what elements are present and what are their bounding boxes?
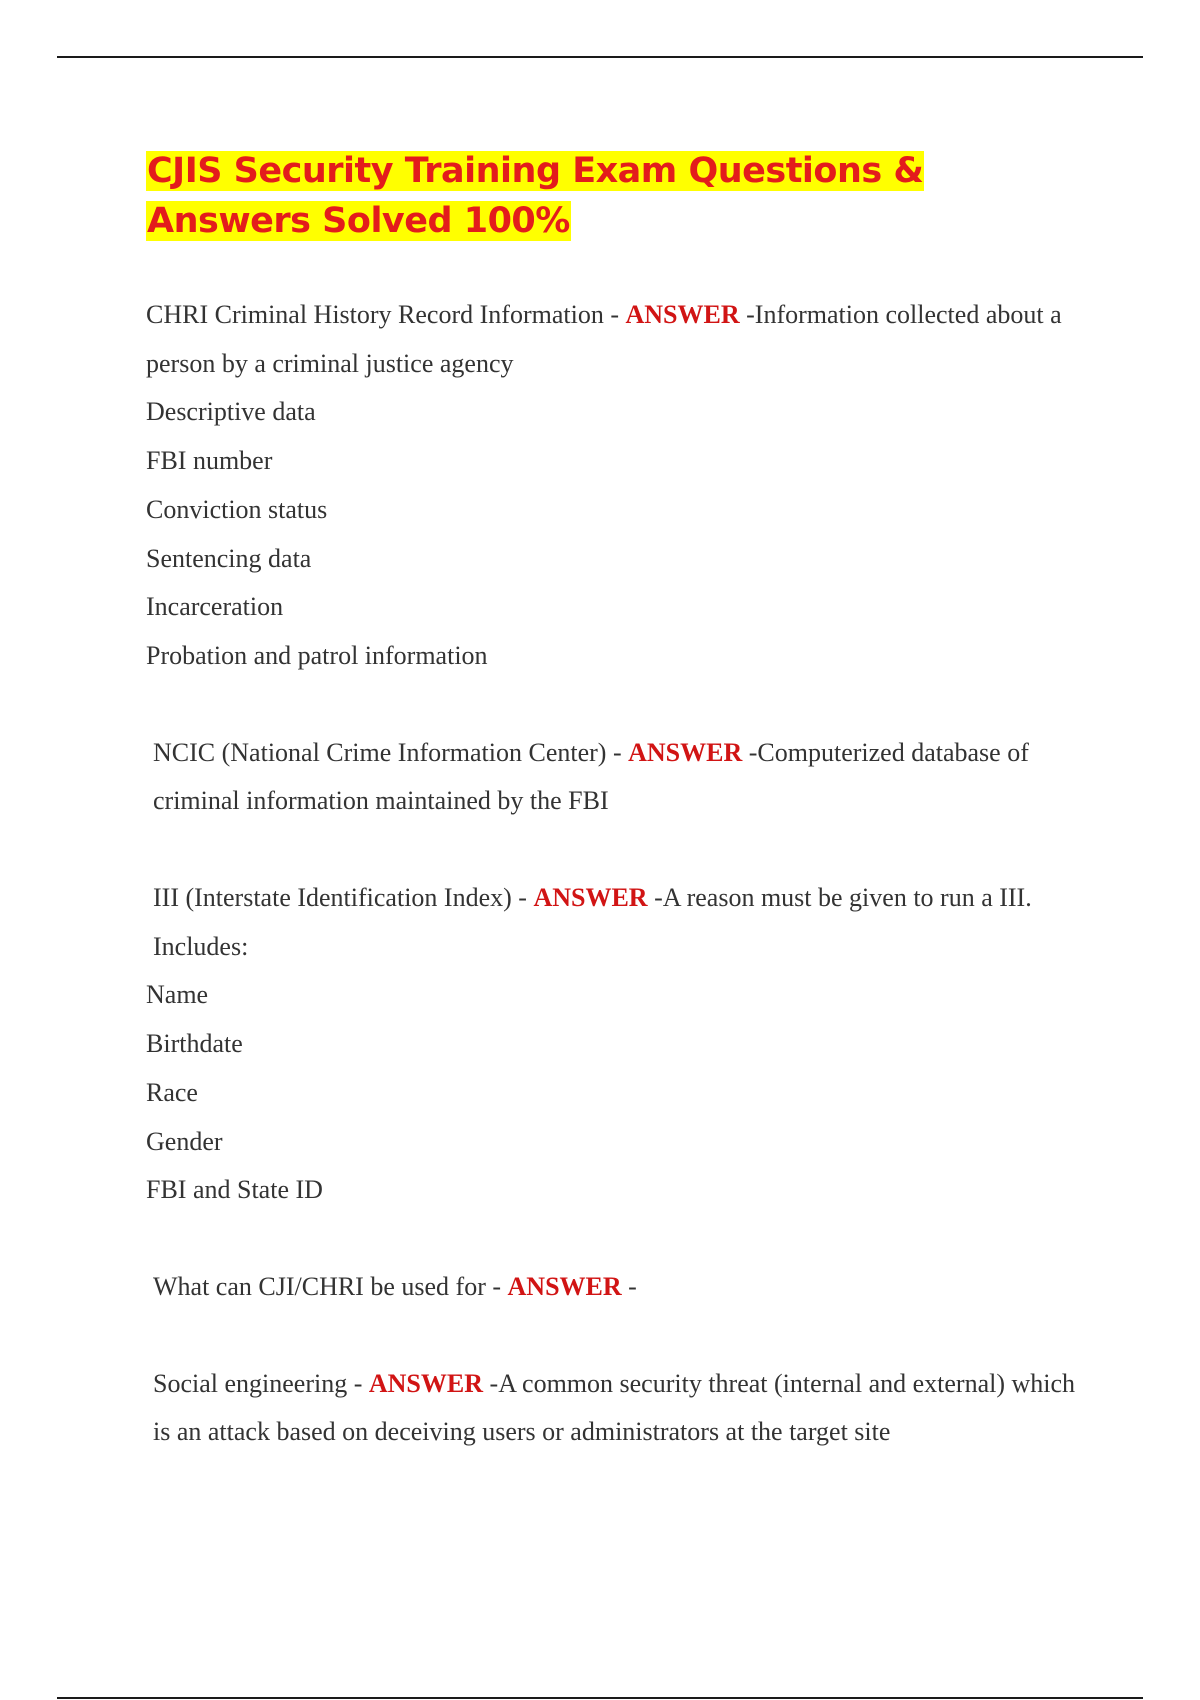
list-item: Gender: [146, 1126, 223, 1156]
qa-line: [146, 874, 1096, 971]
qa-line: [146, 291, 1096, 388]
qa-entry-social-engineering: [146, 1360, 1096, 1457]
qa-line: [146, 1263, 1096, 1312]
list-item: Conviction status: [146, 494, 328, 524]
list-item: Race: [146, 1077, 198, 1107]
header-rule: [57, 56, 1143, 58]
answer-label: ANSWER: [533, 883, 648, 913]
question-term: What can CJI/CHRI be used for -: [153, 1271, 508, 1301]
answer-prefix: -: [621, 1271, 637, 1301]
document-title-text: CJIS Security Training Exam Questions & Answers Solved 100%: [147, 151, 924, 241]
qa-entry-ncic: [146, 729, 1096, 826]
qa-entry-iii: [146, 874, 1096, 1215]
answer-text: Computerized database of criminal information maintained by the FBI: [153, 737, 1029, 816]
list-item: Sentencing data: [146, 543, 312, 573]
list-item: Birthdate: [146, 1029, 243, 1059]
document-body: [146, 146, 1096, 1457]
answer-prefix: -: [483, 1368, 499, 1398]
footer-rule: [57, 1697, 1143, 1699]
list-item: Probation and patrol information: [146, 640, 488, 670]
qa-line: [146, 1360, 1096, 1457]
qa-entry-chri: [146, 291, 1096, 681]
answer-prefix: -: [647, 883, 663, 913]
answer-label: ANSWER: [628, 737, 743, 767]
qa-entry-cji-usage: [146, 1263, 1096, 1312]
question-term: NCIC (National Crime Information Center) -: [153, 737, 629, 767]
qa-line: [146, 729, 1096, 826]
answer-label: ANSWER: [625, 300, 740, 329]
answer-text: A common security threat (internal and external) which is an attack based on deceiving users or administrators at the target site: [153, 1368, 1076, 1447]
question-term: III (Interstate Identification Index) -: [153, 883, 534, 913]
answer-label: ANSWER: [507, 1271, 622, 1301]
answer-prefix: -: [742, 737, 758, 767]
document-title: [146, 146, 1096, 246]
question-term: Social engineering -: [153, 1368, 369, 1398]
list-item: Name: [146, 980, 209, 1010]
list-item: Incarceration: [146, 592, 284, 622]
answer-text: Information collected about a person by a criminal justice agency: [146, 300, 1062, 378]
answer-label: ANSWER: [368, 1368, 484, 1398]
answer-text: A reason must be given to run a III. Includes:: [153, 883, 1032, 961]
answer-prefix: -: [739, 300, 755, 329]
list-item: Descriptive data: [146, 397, 316, 427]
list-item: FBI number: [146, 446, 273, 476]
list-item: FBI and State ID: [146, 1175, 323, 1205]
question-term: CHRI Criminal History Record Information -: [146, 300, 626, 329]
